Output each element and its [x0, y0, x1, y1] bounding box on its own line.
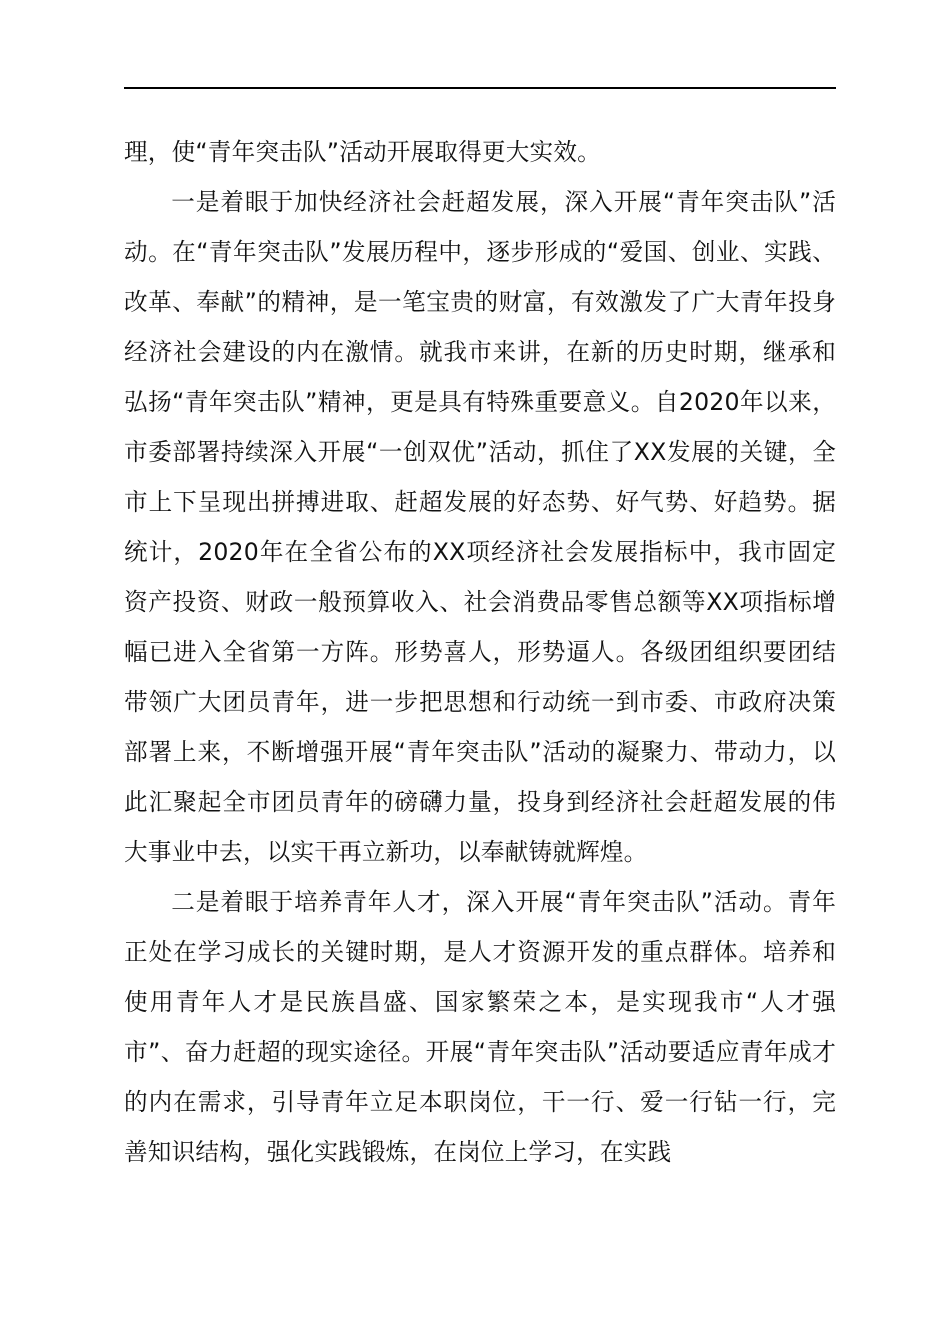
- paragraph-youth-talent: 二是着眼于培养青年人才，深入开展“青年突击队”活动。青年正处在学习成长的关键时期，是人才资源开发的重点群体。培养和使用青年人才是民族昌盛、国家繁荣之本，是实现我市“人才强市”、奋力赶超的现实途径。开展“青年突击队”活动要适应青年成才的内在需求，引导青年立足本职岗位，干一行、爱一行钻一行，完善知识结构，强化实践锻炼，在岗位上学习，在实践: [124, 888, 836, 1166]
- header-rule: [124, 87, 836, 89]
- paragraph-continuation: 理，使“青年突击队”活动开展取得更大实效。: [124, 138, 601, 166]
- document-body: [124, 127, 836, 1177]
- paragraph-economic-development: 一是着眼于加快经济社会赶超发展，深入开展“青年突击队”活动。在“青年突击队”发展历程中，逐步形成的“爱国、创业、实践、改革、奉献”的精神，是一笔宝贵的财富，有效激发了广大青年投身经济社会建设的内在激情。就我市来讲，在新的历史时期，继承和弘扬“青年突击队”精神，更是具有特殊重要意义。自2020年以来，市委部署持续深入开展“一创双优”活动，抓住了XX发展的关键，全市上下呈现出拼搏进取、赶超发展的好态势、好气势、好趋势。据统计，2020年在全省公布的XX项经济社会发展指标中，我市固定资产投资、财政一般预算收入、社会消费品零售总额等XX项指标增幅已进入全省第一方阵。形势喜人，形势逼人。各级团组织要团结带领广大团员青年，进一步把思想和行动统一到市委、市政府决策部署上来，不断增强开展“青年突击队”活动的凝聚力、带动力，以此汇聚起全市团员青年的磅礴力量，投身到经济社会赶超发展的伟大事业中去，以实干再立新功，以奉献铸就辉煌。: [124, 188, 836, 866]
